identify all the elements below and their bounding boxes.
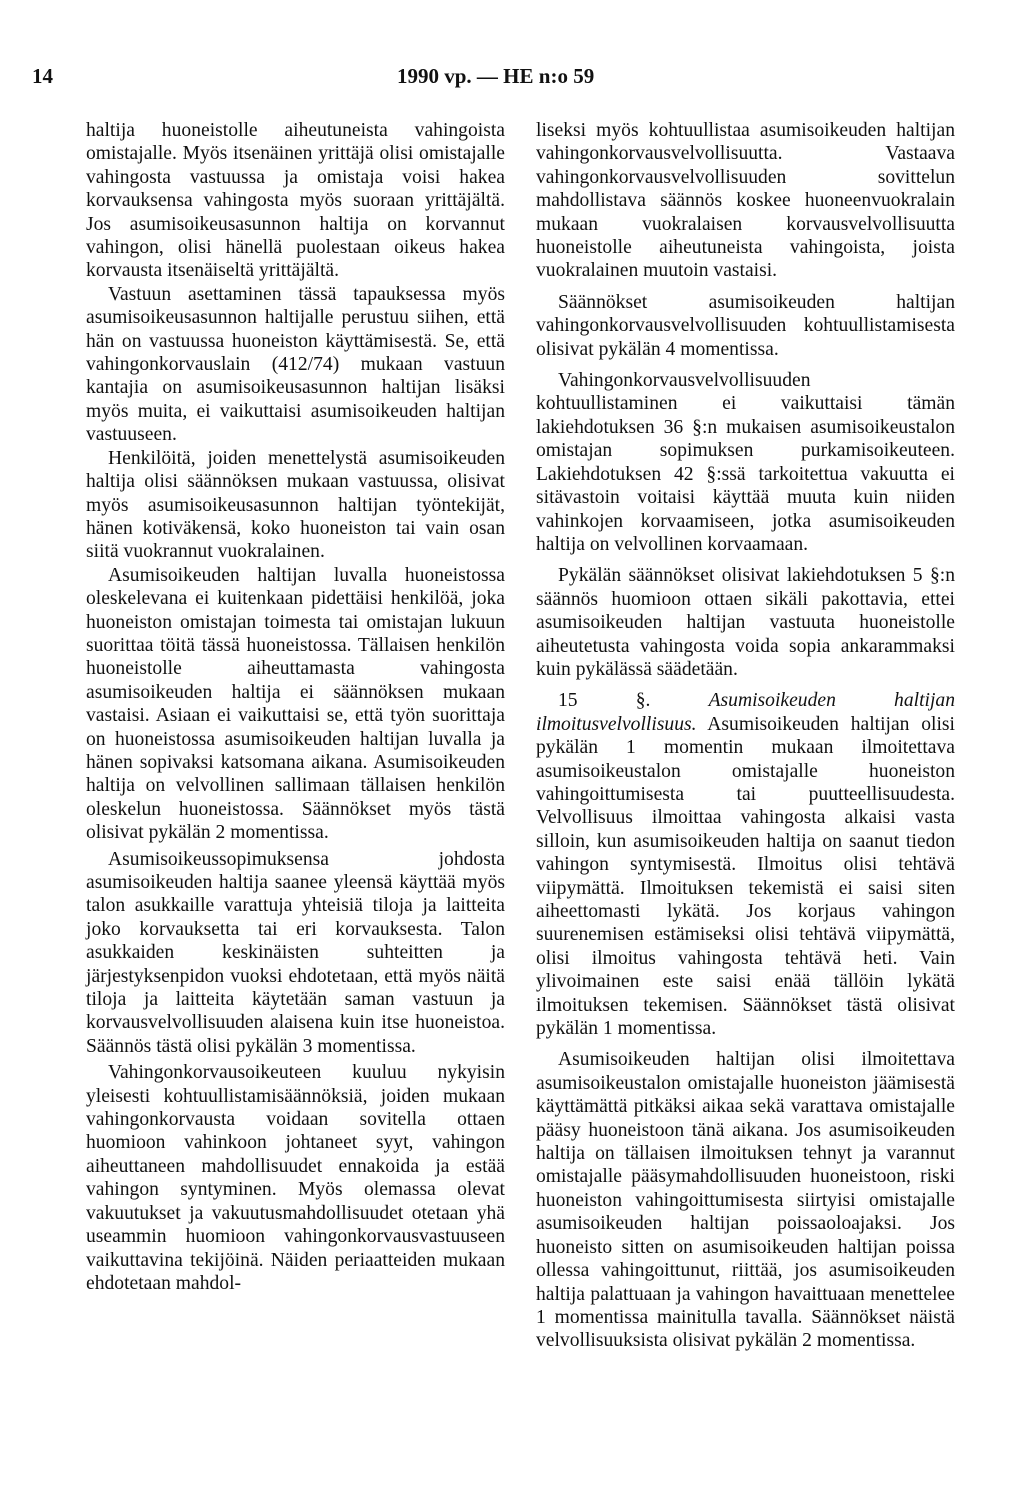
page-number: 14: [32, 64, 53, 88]
paragraph: Asumisoikeussopimuksensa johdosta asumisoikeuden haltija saanee yleensä käyttää myös talon asukkaille varattuja yhteisiä tiloja ja laitteita joko korvauksetta tai eri korvauksesta. Talon asukkaiden keskinäisten suhteitten ja järjestyksenpidon vuoksi ehdotetaan, että myös näitä tiloja ja laitteita käytetään saman vastuun ja korvausvelvollisuuden alaisena kuin itse huoneistoa. Säännös tästä olisi pykälän 3 momentissa.: [86, 848, 505, 1057]
left-column: [86, 119, 505, 1295]
paragraph: Vastuun asettaminen tässä tapauksessa myös asumisoikeusasunnon haltijalle perustuu siihen, että hän on vastuussa huoneiston käyttämisestä. Se, että vahingonkorvauslain (412/74) mukaan vastuun kantajia on asumisoikeusasunnon haltijan lisäksi myös muita, ei vaikuttaisi asumisoikeuden haltijan vastuuseen.: [86, 283, 505, 446]
paragraph: Säännökset asumisoikeuden haltijan vahingonkorvausvelvollisuuden kohtuullistamisesta olisivat pykälän 4 momentissa.: [536, 291, 955, 360]
paragraph: Asumisoikeuden haltijan luvalla huoneistossa oleskelevana ei kuitenkaan pidettäisi henkilöä, joka huoneiston omistajan toimesta tai omistajan lukuun suorittaa töitä tässä huoneistossa. Tällaisen henkilön huoneistolle aiheuttamasta vahingosta asumisoikeuden haltija ei säännöksen mukaan vastaisi. Asiaan ei vaikuttaisi se, että työn suorittaja on huoneistossa asumisoikeuden haltijan luvalla ja hänen sopivaksi katsomana aikana. Asumisoikeuden haltija on velvollinen sallimaan tällaisen henkilön oleskelun huoneistossa. Säännökset myös tästä olisivat pykälän 2 momentissa.: [86, 564, 505, 844]
section-number: 15 §.: [558, 690, 651, 712]
section-title: Asumisoikeuden haltijan ilmoitusvelvollisuus.: [536, 690, 955, 735]
page-header: [0, 64, 1024, 90]
paragraph: Asumisoikeuden haltijan olisi ilmoitettava asumisoikeustalon omistajalle huoneiston jäämisestä käyttämättä pitkäksi aikaa sekä varattava omistajalle pääsy huoneistoon tänä aikana. Jos asumisoikeuden haltija on tällaisen ilmoituksen tehnyt ja varannut omistajalle pääsymahdollisuuden huoneistoon, riski huoneiston vahingoittumisesta siirtyisi omistajalle asumisoikeuden haltijan poissaoloajaksi. Jos huoneisto sitten on asumisoikeuden haltijan poissa ollessa vahingoittunut, riittää, jos asumisoikeuden haltija palattuaan ja vahingon havaittuaan menettelee 1 momentissa mainitulla tavalla. Säännökset näistä velvollisuuksista olisivat pykälän 2 momentissa.: [536, 1049, 955, 1352]
paragraph: liseksi myös kohtuullistaa asumisoikeuden haltijan vahingonkorvausvelvollisuutta. Vastaava vahingonkorvausvelvollisuuden sovittelun mahdollistava säännös koskee huoneenvuokralain mukaan vuokralaisen korvausvelvollisuutta huoneistolle aiheutuneista vahingoista, joista vuokralainen muutoin vastaisi.: [536, 120, 955, 282]
paragraph: Pykälän säännökset olisivat lakiehdotuksen 5 §:n säännös huomioon ottaen sikäli pakottavia, ettei asumisoikeuden haltijan vastuuta huoneistolle aiheutetusta vahingosta voida sopia ankarammaksi kuin pykälässä säädetään.: [536, 565, 955, 680]
running-head: 1990 vp. — HE n:o 59: [397, 64, 595, 88]
paragraph: Vahingonkorvausoikeuteen kuuluu nykyisin yleisesti kohtuullistamisäännöksiä, joiden mukaan vahingonkorvausta voidaan sovitella ottaen huomioon vahinkoon johtaneet syyt, vahingon aiheuttaneen mahdollisuudet ennakoida ja estää vahingon syntyminen. Myös olemassa olevat vakuutukset ja vakuutusmahdollisuudet otetaan yhä useammin huomioon vahingonkorvausvastuuseen vaikuttavina tekijöinä. Näiden periaatteiden mukaan ehdotetaan mahdol-: [86, 1062, 505, 1294]
paragraph: haltija huoneistolle aiheutuneista vahingoista omistajalle. Myös itsenäinen yrittäjä olisi omistajalle vahingosta vastuussa ja omistaja voisi hakea korvauksensa vahingosta myös suoraan yrittäjältä. Jos asumisoikeusasunnon haltija on korvannut vahingon, olisi hänellä puolestaan oikeus hakea korvausta itsenäiseltä yrittäjältä.: [86, 120, 505, 282]
section-paragraph: [536, 689, 955, 1040]
paragraph: Vahingonkorvausvelvollisuuden kohtuullistaminen ei vaikuttaisi tämän lakiehdotuksen 36 §:n mukaisen asumisoikeustalon omistajan sopimuksen purkamisoikeuteen. Lakiehdotuksen 42 §:ssä tarkoitettua vakuutta ei sitävastoin voitaisi käyttää muuta kuin niiden vahinkojen korvaamiseen, jotka asumisoikeuden haltija on velvollinen korvaamaan.: [536, 370, 955, 555]
right-column: [536, 119, 955, 1353]
paragraph: Henkilöitä, joiden menettelystä asumisoikeuden haltija olisi säännöksen mukaan vastuussa, olisivat myös asumisoikeusasunnon haltijan työntekijät, hänen kotiväkensä, koko huoneiston tai vain osan siitä vuokrannut vuokralainen.: [86, 447, 505, 563]
section-body: Asumisoikeuden haltijan olisi pykälän 1 momentin mukaan ilmoitettava asumisoikeustalon omistajalle huoneiston vahingoittumisesta tai puutteellisuudesta. Velvollisuus ilmoittaa vahingosta alkaisi vasta silloin, kun asumisoikeuden haltija on saanut tiedon vahingon syntymisestä. Ilmoitus olisi tehtävä viipymättä. Ilmoituksen tekemistä ei saisi siten aiheettomasti lykätä. Jos korjaus vahingon suurenemisen estämiseksi olisi tehtävä viipymättä, olisi ilmoitus vahingosta tehtävä heti. Vain ylivoimainen este saisi enää tällöin lykätä ilmoituksen tekemisen. Säännökset tästä olisivat pykälän 1 momentissa.: [536, 713, 955, 1040]
